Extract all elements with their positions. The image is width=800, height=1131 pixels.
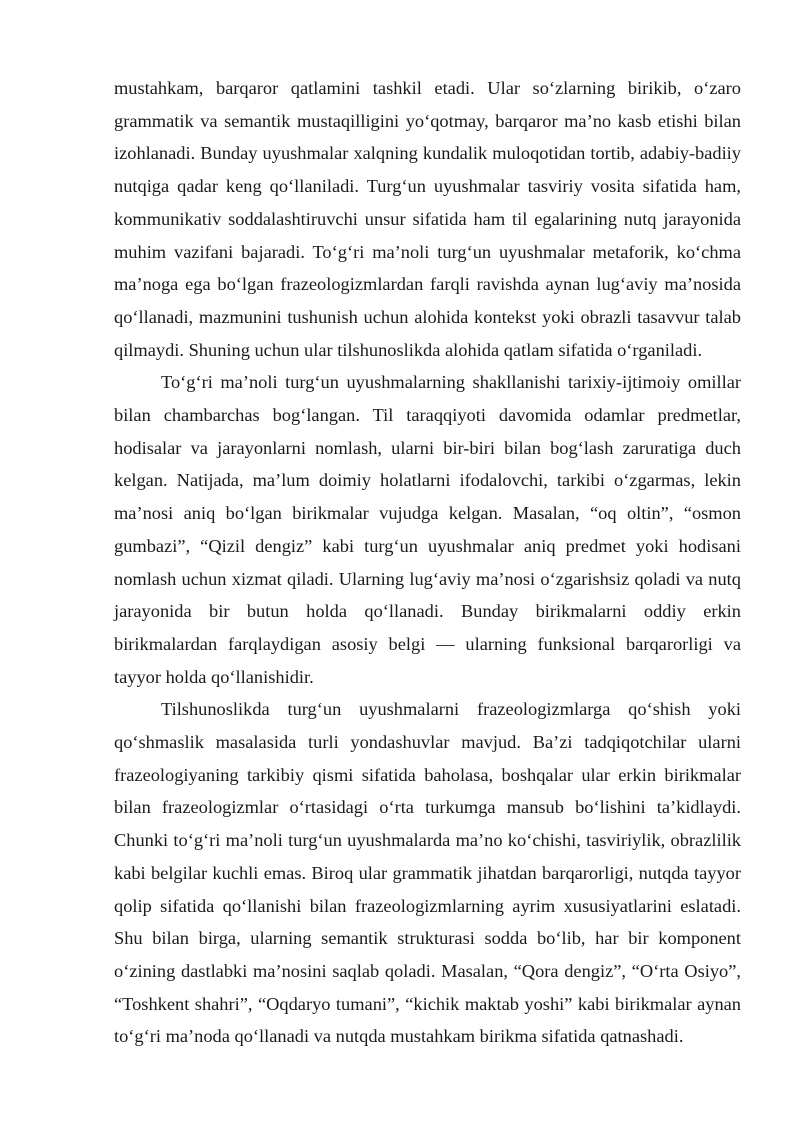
paragraph-3: Tilshunoslikda turg‘un uyushmalarni frazeologizmlarga qo‘shish yoki qo‘shmaslik masalasida turli yondashuvlar mavjud. Ba’zi tadqiqotchilar ularni frazeologiyaning tarkibiy qismi sifatida baholasa, boshqalar ular erkin birikmalar bilan frazeologizmlar o‘rtasidagi o‘rta turkumga mansub bo‘lishini ta’kidlaydi. Chunki to‘g‘ri ma’noli turg‘un uyushmalarda ma’no ko‘chishi, tasviriylik, obrazlilik kabi belgilar kuchli emas. Biroq ular grammatik jihatdan barqarorligi, nutqda tayyor qolip sifatida qo‘llanishi bilan frazeologizmlarning ayrim xususiyatlarini eslatadi. Shu bilan birga, ularning semantik strukturasi sodda bo‘lib, har bir komponent o‘zining dastlabki ma’nosini saqlab qoladi. Masalan, “Qora dengiz”, “O‘rta Osiyo”, “Toshkent shahri”, “Oqdaryo tumani”, “kichik maktab yoshi” kabi birikmalar aynan to‘g‘ri ma’noda qo‘llanadi va nutqda mustahkam birikma sifatida qatnashadi. [114,699,741,1047]
document-body [114,72,741,1053]
paragraph-1: mustahkam, barqaror qatlamini tashkil etadi. Ular so‘zlarning birikib, o‘zaro grammatik va semantik mustaqilligini yo‘qotmay, barqaror ma’no kasb etishi bilan izohlanadi. Bunday uyushmalar xalqning kundalik muloqotidan tortib, adabiy-badiiy nutqiga qadar keng qo‘llaniladi. Turg‘un uyushmalar tasviriy vosita sifatida ham, kommunikativ soddalashtiruvchi unsur sifatida ham til egalarining nutq jarayonida muhim vazifani bajaradi. To‘g‘ri ma’noli turg‘un uyushmalar metaforik, ko‘chma ma’noga ega bo‘lgan frazeologizmlardan farqli ravishda aynan lug‘aviy ma’nosida qo‘llanadi, mazmunini tushunish uchun alohida kontekst yoki obrazli tasavvur talab qilmaydi. Shuning uchun ular tilshunoslikda alohida qatlam sifatida o‘rganiladi. [114,78,741,360]
paragraph-2: To‘g‘ri ma’noli turg‘un uyushmalarning shakllanishi tarixiy-ijtimoiy omillar bilan chambarchas bog‘langan. Til taraqqiyoti davomida odamlar predmetlar, hodisalar va jarayonlarni nomlash, ularni bir-biri bilan bog‘lash zaruratiga duch kelgan. Natijada, ma’lum doimiy holatlarni ifodalovchi, tarkibi o‘zgarmas, lekin ma’nosi aniq bo‘lgan birikmalar vujudga kelgan. Masalan, “oq oltin”, “osmon gumbazi”, “Qizil dengiz” kabi turg‘un uyushmalar aniq predmet yoki hodisani nomlash uchun xizmat qiladi. Ularning lug‘aviy ma’nosi o‘zgarishsiz qoladi va nutq jarayonida bir butun holda qo‘llanadi. Bunday birikmalarni oddiy erkin birikmalardan farqlaydigan asosiy belgi — ularning funksional barqarorligi va tayyor holda qo‘llanishidir. [114,372,741,687]
